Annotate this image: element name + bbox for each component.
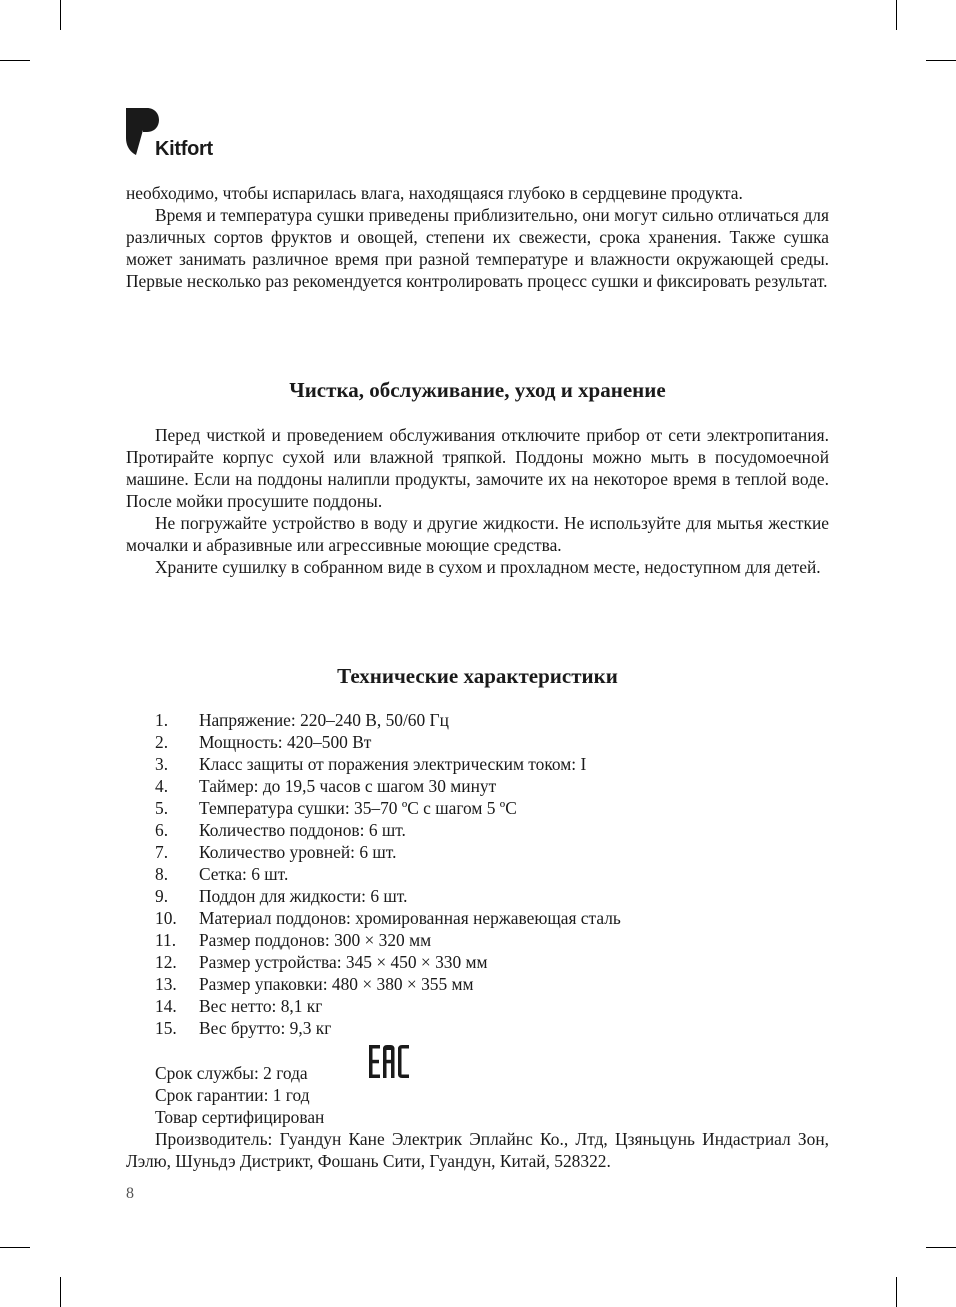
spec-item xyxy=(155,775,835,797)
service-info xyxy=(155,1062,324,1128)
crop-mark xyxy=(896,1277,897,1307)
spec-number: 9. xyxy=(155,886,169,906)
cleaning-paragraph: Не погружайте устройство в воду и другие жидкости. Не используйте для мытья жесткие мочалки и абразивные или агрессивные моющие средства. xyxy=(126,513,829,555)
cleaning-paragraph: Храните сушилку в собранном виде в сухом и прохладном месте, недоступном для детей. xyxy=(155,557,821,577)
spec-number: 5. xyxy=(155,798,169,818)
spec-text: Вес брутто: 9,3 кг xyxy=(199,1018,332,1038)
spec-text: Размер устройства: 345 × 450 × 330 мм xyxy=(199,952,488,972)
spec-text: Размер поддонов: 300 × 320 мм xyxy=(199,930,432,950)
spec-number: 2. xyxy=(155,732,169,752)
crop-mark xyxy=(60,1277,61,1307)
crop-mark xyxy=(926,1247,956,1248)
spec-item xyxy=(155,951,835,973)
spec-text: Вес нетто: 8,1 кг xyxy=(199,996,323,1016)
service-life: Срок службы: 2 года xyxy=(155,1063,308,1083)
crop-mark xyxy=(0,60,30,61)
spec-text: Класс защиты от поражения электрическим током: I xyxy=(199,754,587,774)
spec-number: 12. xyxy=(155,952,177,972)
spec-number: 11. xyxy=(155,930,177,950)
spec-number: 15. xyxy=(155,1018,177,1038)
spec-text: Поддон для жидкости: 6 шт. xyxy=(199,886,408,906)
certification: Товар сертифицирован xyxy=(155,1107,325,1127)
spec-text: Напряжение: 220–240 В, 50/60 Гц xyxy=(199,710,449,730)
spec-text: Материал поддонов: хромированная нержавеющая сталь xyxy=(199,908,621,928)
spec-number: 4. xyxy=(155,776,169,796)
spec-text: Количество уровней: 6 шт. xyxy=(199,842,397,862)
crop-mark xyxy=(926,60,956,61)
spec-number: 8. xyxy=(155,864,169,884)
cleaning-section xyxy=(126,424,829,578)
spec-item xyxy=(155,841,835,863)
spec-text: Размер упаковки: 480 × 380 × 355 мм xyxy=(199,974,474,994)
spec-item xyxy=(155,819,835,841)
intro-continuation: необходимо, чтобы испарилась влага, находящаяся глубоко в сердцевине продукта. xyxy=(126,183,743,203)
spec-item xyxy=(155,1017,835,1039)
spec-item xyxy=(155,907,835,929)
spec-number: 13. xyxy=(155,974,177,994)
intro-paragraph: Время и температура сушки приведены приблизительно, они могут сильно отличаться для различных сортов фруктов и овощей, степени их свежести, срока хранения. Также сушка может занимать различное время при разной температуре и влажности окружающей среды. Первые несколько раз рекомендуется контролировать процесс сушки и фиксировать результат. xyxy=(126,205,829,291)
manufacturer: Производитель: Гуандун Кане Электрик Эплайнс Ко., Лтд, Цзяньцунь Индастриал Зон, Лэлю, Шуньдэ Дистрикт, Фошань Сити, Гуандун, Китай, 528322. xyxy=(126,1129,829,1171)
spec-number: 3. xyxy=(155,754,169,774)
crop-mark xyxy=(0,1247,30,1248)
spec-text: Таймер: до 19,5 часов с шагом 30 минут xyxy=(199,776,497,796)
spec-item xyxy=(155,797,835,819)
spec-item xyxy=(155,973,835,995)
spec-text: Мощность: 420–500 Вт xyxy=(199,732,372,752)
brand-name: Kitfort xyxy=(155,138,213,160)
spec-item xyxy=(155,731,835,753)
cleaning-paragraph: Перед чисткой и проведением обслуживания отключите прибор от сети электропитания. Протирайте корпус сухой или влажной тряпкой. Поддоны можно мыть в посудомоечной машине. Если на поддоны налипли продукты, замочите их на некоторое время в теплой воде. После мойки просушите поддоны. xyxy=(126,425,829,511)
intro-section xyxy=(126,182,829,292)
spec-number: 1. xyxy=(155,710,169,730)
eac-mark-icon xyxy=(368,1044,410,1079)
spec-item xyxy=(155,929,835,951)
crop-mark xyxy=(60,0,61,30)
kitfort-logo xyxy=(126,108,236,158)
manufacturer-section xyxy=(126,1128,829,1172)
spec-text: Сетка: 6 шт. xyxy=(199,864,289,884)
spec-text: Количество поддонов: 6 шт. xyxy=(199,820,406,840)
spec-item xyxy=(155,995,835,1017)
spec-item xyxy=(155,885,835,907)
spec-number: 6. xyxy=(155,820,169,840)
spec-item xyxy=(155,753,835,775)
specs-list xyxy=(155,709,835,1039)
spec-number: 7. xyxy=(155,842,169,862)
crop-mark xyxy=(896,0,897,30)
specs-title: Технические характеристики xyxy=(337,664,618,688)
spec-item xyxy=(155,709,835,731)
warranty: Срок гарантии: 1 год xyxy=(155,1085,310,1105)
cleaning-title: Чистка, обслуживание, уход и хранение xyxy=(289,378,666,402)
spec-number: 14. xyxy=(155,996,177,1016)
spec-item xyxy=(155,863,835,885)
page-number: 8 xyxy=(126,1185,134,1202)
spec-text: Температура сушки: 35–70 ºС с шагом 5 ºС xyxy=(199,798,517,818)
spec-number: 10. xyxy=(155,908,177,928)
